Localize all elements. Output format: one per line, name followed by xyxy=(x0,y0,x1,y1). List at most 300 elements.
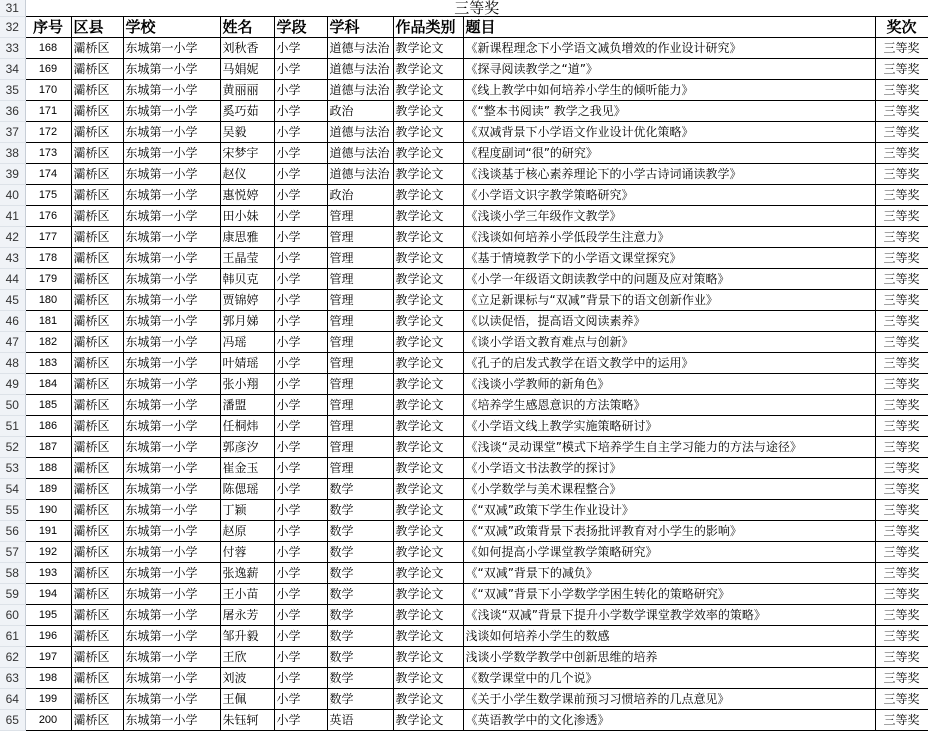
cell-stage[interactable]: 小学 xyxy=(274,647,327,668)
cell-district[interactable]: 灞桥区 xyxy=(71,143,123,164)
cell-topic[interactable]: 《如何提高小学课堂教学策略研究》 xyxy=(463,542,875,563)
cell-seq[interactable]: 199 xyxy=(25,689,71,710)
cell-stage[interactable]: 小学 xyxy=(274,584,327,605)
cell-name[interactable]: 赵仪 xyxy=(220,164,274,185)
cell-school[interactable]: 东城第一小学 xyxy=(123,164,220,185)
cell-subject[interactable]: 管理 xyxy=(327,206,393,227)
cell-category[interactable]: 教学论文 xyxy=(393,269,463,290)
cell-award[interactable]: 三等奖 xyxy=(875,122,928,143)
cell-name[interactable]: 刘波 xyxy=(220,668,274,689)
cell-district[interactable]: 灞桥区 xyxy=(71,395,123,416)
cell-subject[interactable]: 管理 xyxy=(327,332,393,353)
cell-school[interactable]: 东城第一小学 xyxy=(123,542,220,563)
row-header[interactable]: 47 xyxy=(0,332,25,353)
cell-award[interactable]: 三等奖 xyxy=(875,395,928,416)
cell-category[interactable]: 教学论文 xyxy=(393,521,463,542)
cell-stage[interactable]: 小学 xyxy=(274,605,327,626)
cell-school[interactable]: 东城第一小学 xyxy=(123,269,220,290)
cell-subject[interactable]: 管理 xyxy=(327,248,393,269)
cell-seq[interactable]: 174 xyxy=(25,164,71,185)
cell-district[interactable]: 灞桥区 xyxy=(71,80,123,101)
cell-school[interactable]: 东城第一小学 xyxy=(123,584,220,605)
cell-award[interactable]: 三等奖 xyxy=(875,101,928,122)
cell-district[interactable]: 灞桥区 xyxy=(71,353,123,374)
cell-district[interactable]: 灞桥区 xyxy=(71,605,123,626)
row-header[interactable]: 37 xyxy=(0,122,25,143)
row-header[interactable]: 51 xyxy=(0,416,25,437)
cell-award[interactable]: 三等奖 xyxy=(875,374,928,395)
cell-subject[interactable]: 管理 xyxy=(327,458,393,479)
cell-stage[interactable]: 小学 xyxy=(274,332,327,353)
cell-district[interactable]: 灞桥区 xyxy=(71,290,123,311)
cell-category[interactable]: 教学论文 xyxy=(393,59,463,80)
cell-district[interactable]: 灞桥区 xyxy=(71,563,123,584)
cell-award[interactable]: 三等奖 xyxy=(875,227,928,248)
cell-category[interactable]: 教学论文 xyxy=(393,206,463,227)
cell-seq[interactable]: 178 xyxy=(25,248,71,269)
cell-subject[interactable]: 道德与法治 xyxy=(327,143,393,164)
cell-topic[interactable]: 《小学语文识字教学策略研究》 xyxy=(463,185,875,206)
cell-topic[interactable]: 浅谈小学数学教学中创新思维的培养 xyxy=(463,647,875,668)
row-header[interactable]: 61 xyxy=(0,626,25,647)
cell-name[interactable]: 朱钰轲 xyxy=(220,710,274,731)
cell-award[interactable]: 三等奖 xyxy=(875,689,928,710)
header-name[interactable]: 姓名 xyxy=(220,17,274,38)
cell-district[interactable]: 灞桥区 xyxy=(71,227,123,248)
row-header[interactable]: 60 xyxy=(0,605,25,626)
cell-award[interactable]: 三等奖 xyxy=(875,668,928,689)
cell-school[interactable]: 东城第一小学 xyxy=(123,710,220,731)
cell-award[interactable]: 三等奖 xyxy=(875,500,928,521)
cell-subject[interactable]: 数学 xyxy=(327,542,393,563)
cell-name[interactable]: 赵原 xyxy=(220,521,274,542)
cell-subject[interactable]: 管理 xyxy=(327,269,393,290)
cell-district[interactable]: 灞桥区 xyxy=(71,416,123,437)
cell-stage[interactable]: 小学 xyxy=(274,290,327,311)
cell-name[interactable]: 叶婧瑶 xyxy=(220,353,274,374)
cell-category[interactable]: 教学论文 xyxy=(393,374,463,395)
row-header[interactable]: 59 xyxy=(0,584,25,605)
cell-topic[interactable]: 《双减背景下小学语文作业设计优化策略》 xyxy=(463,122,875,143)
cell-category[interactable]: 教学论文 xyxy=(393,164,463,185)
cell-topic[interactable]: 《培养学生感恩意识的方法策略》 xyxy=(463,395,875,416)
cell-school[interactable]: 东城第一小学 xyxy=(123,80,220,101)
row-header[interactable]: 62 xyxy=(0,647,25,668)
cell-category[interactable]: 教学论文 xyxy=(393,311,463,332)
cell-name[interactable]: 康思雅 xyxy=(220,227,274,248)
cell-name[interactable]: 郭彦汐 xyxy=(220,437,274,458)
cell-district[interactable]: 灞桥区 xyxy=(71,689,123,710)
cell-seq[interactable]: 171 xyxy=(25,101,71,122)
cell-category[interactable]: 教学论文 xyxy=(393,185,463,206)
cell-topic[interactable]: 《浅谈小学三年级作文教学》 xyxy=(463,206,875,227)
row-header[interactable]: 46 xyxy=(0,311,25,332)
cell-stage[interactable]: 小学 xyxy=(274,353,327,374)
cell-subject[interactable]: 管理 xyxy=(327,374,393,395)
cell-category[interactable]: 教学论文 xyxy=(393,416,463,437)
cell-name[interactable]: 崔金玉 xyxy=(220,458,274,479)
cell-name[interactable]: 惠悦婷 xyxy=(220,185,274,206)
cell-school[interactable]: 东城第一小学 xyxy=(123,374,220,395)
cell-district[interactable]: 灞桥区 xyxy=(71,479,123,500)
cell-district[interactable]: 灞桥区 xyxy=(71,122,123,143)
cell-school[interactable]: 东城第一小学 xyxy=(123,626,220,647)
cell-topic[interactable]: 《探寻阅读教学之“道”》 xyxy=(463,59,875,80)
cell-topic[interactable]: 《浅谈小学教师的新角色》 xyxy=(463,374,875,395)
cell-seq[interactable]: 190 xyxy=(25,500,71,521)
cell-district[interactable]: 灞桥区 xyxy=(71,542,123,563)
cell-name[interactable]: 宋梦宇 xyxy=(220,143,274,164)
cell-award[interactable]: 三等奖 xyxy=(875,584,928,605)
cell-topic[interactable]: 《基于情境教学下的小学语文课堂探究》 xyxy=(463,248,875,269)
cell-seq[interactable]: 173 xyxy=(25,143,71,164)
cell-topic[interactable]: 《浅谈“灵动课堂”模式下培养学生自主学习能力的方法与途径》 xyxy=(463,437,875,458)
cell-seq[interactable]: 200 xyxy=(25,710,71,731)
cell-school[interactable]: 东城第一小学 xyxy=(123,185,220,206)
cell-subject[interactable]: 数学 xyxy=(327,626,393,647)
header-category[interactable]: 作品类别 xyxy=(393,17,463,38)
cell-stage[interactable]: 小学 xyxy=(274,227,327,248)
row-header[interactable]: 48 xyxy=(0,353,25,374)
cell-district[interactable]: 灞桥区 xyxy=(71,38,123,59)
cell-school[interactable]: 东城第一小学 xyxy=(123,101,220,122)
row-header[interactable]: 36 xyxy=(0,101,25,122)
cell-district[interactable]: 灞桥区 xyxy=(71,101,123,122)
cell-award[interactable]: 三等奖 xyxy=(875,59,928,80)
cell-name[interactable]: 刘秋香 xyxy=(220,38,274,59)
cell-topic[interactable]: 《立足新课标与“双减”背景下的语文创新作业》 xyxy=(463,290,875,311)
cell-district[interactable]: 灞桥区 xyxy=(71,668,123,689)
row-header[interactable]: 57 xyxy=(0,542,25,563)
row-header[interactable]: 54 xyxy=(0,479,25,500)
cell-category[interactable]: 教学论文 xyxy=(393,647,463,668)
cell-district[interactable]: 灞桥区 xyxy=(71,332,123,353)
cell-school[interactable]: 东城第一小学 xyxy=(123,353,220,374)
cell-topic[interactable]: 《线上教学中如何培养小学生的倾听能力》 xyxy=(463,80,875,101)
cell-subject[interactable]: 管理 xyxy=(327,227,393,248)
cell-category[interactable]: 教学论文 xyxy=(393,143,463,164)
header-seq[interactable]: 序号 xyxy=(25,17,71,38)
cell-topic[interactable]: 《孔子的启发式教学在语文教学中的运用》 xyxy=(463,353,875,374)
cell-subject[interactable]: 数学 xyxy=(327,500,393,521)
cell-district[interactable]: 灞桥区 xyxy=(71,206,123,227)
cell-category[interactable]: 教学论文 xyxy=(393,395,463,416)
cell-category[interactable]: 教学论文 xyxy=(393,479,463,500)
row-header[interactable]: 40 xyxy=(0,185,25,206)
cell-subject[interactable]: 管理 xyxy=(327,290,393,311)
cell-award[interactable]: 三等奖 xyxy=(875,143,928,164)
cell-school[interactable]: 东城第一小学 xyxy=(123,437,220,458)
cell-stage[interactable]: 小学 xyxy=(274,479,327,500)
cell-topic[interactable]: 《浅谈基于核心素养理论下的小学古诗词诵读教学》 xyxy=(463,164,875,185)
cell-seq[interactable]: 180 xyxy=(25,290,71,311)
cell-stage[interactable]: 小学 xyxy=(274,689,327,710)
cell-topic[interactable]: 《小学一年级语文朗读教学中的问题及应对策略》 xyxy=(463,269,875,290)
cell-school[interactable]: 东城第一小学 xyxy=(123,122,220,143)
cell-seq[interactable]: 169 xyxy=(25,59,71,80)
cell-seq[interactable]: 186 xyxy=(25,416,71,437)
cell-stage[interactable]: 小学 xyxy=(274,143,327,164)
cell-category[interactable]: 教学论文 xyxy=(393,563,463,584)
cell-topic[interactable]: 浅谈如何培养小学生的数感 xyxy=(463,626,875,647)
cell-stage[interactable]: 小学 xyxy=(274,458,327,479)
cell-subject[interactable]: 道德与法治 xyxy=(327,59,393,80)
cell-award[interactable]: 三等奖 xyxy=(875,80,928,101)
cell-school[interactable]: 东城第一小学 xyxy=(123,479,220,500)
cell-school[interactable]: 东城第一小学 xyxy=(123,227,220,248)
cell-category[interactable]: 教学论文 xyxy=(393,353,463,374)
cell-category[interactable]: 教学论文 xyxy=(393,500,463,521)
cell-name[interactable]: 冯瑶 xyxy=(220,332,274,353)
cell-award[interactable]: 三等奖 xyxy=(875,185,928,206)
cell-school[interactable]: 东城第一小学 xyxy=(123,206,220,227)
cell-topic[interactable]: 《“双减”政策下学生作业设计》 xyxy=(463,500,875,521)
cell-stage[interactable]: 小学 xyxy=(274,38,327,59)
cell-seq[interactable]: 181 xyxy=(25,311,71,332)
cell-subject[interactable]: 管理 xyxy=(327,311,393,332)
cell-school[interactable]: 东城第一小学 xyxy=(123,143,220,164)
cell-award[interactable]: 三等奖 xyxy=(875,332,928,353)
cell-topic[interactable]: 《“双减”背景下小学数学学困生转化的策略研究》 xyxy=(463,584,875,605)
cell-category[interactable]: 教学论文 xyxy=(393,710,463,731)
cell-stage[interactable]: 小学 xyxy=(274,185,327,206)
cell-school[interactable]: 东城第一小学 xyxy=(123,521,220,542)
cell-subject[interactable]: 道德与法治 xyxy=(327,38,393,59)
cell-name[interactable]: 王佩 xyxy=(220,689,274,710)
cell-stage[interactable]: 小学 xyxy=(274,164,327,185)
cell-seq[interactable]: 177 xyxy=(25,227,71,248)
cell-school[interactable]: 东城第一小学 xyxy=(123,668,220,689)
row-header[interactable]: 65 xyxy=(0,710,25,731)
cell-school[interactable]: 东城第一小学 xyxy=(123,311,220,332)
cell-category[interactable]: 教学论文 xyxy=(393,668,463,689)
cell-name[interactable]: 王小苗 xyxy=(220,584,274,605)
cell-topic[interactable]: 《关于小学生数学课前预习习惯培养的几点意见》 xyxy=(463,689,875,710)
cell-seq[interactable]: 185 xyxy=(25,395,71,416)
cell-stage[interactable]: 小学 xyxy=(274,668,327,689)
row-header[interactable]: 34 xyxy=(0,59,25,80)
header-district[interactable]: 区县 xyxy=(71,17,123,38)
row-header[interactable]: 50 xyxy=(0,395,25,416)
cell-seq[interactable]: 182 xyxy=(25,332,71,353)
cell-school[interactable]: 东城第一小学 xyxy=(123,605,220,626)
cell-stage[interactable]: 小学 xyxy=(274,542,327,563)
cell-school[interactable]: 东城第一小学 xyxy=(123,248,220,269)
cell-topic[interactable]: 《小学语文书法教学的探讨》 xyxy=(463,458,875,479)
cell-district[interactable]: 灞桥区 xyxy=(71,164,123,185)
cell-category[interactable]: 教学论文 xyxy=(393,689,463,710)
cell-stage[interactable]: 小学 xyxy=(274,80,327,101)
cell-award[interactable]: 三等奖 xyxy=(875,311,928,332)
cell-subject[interactable]: 政治 xyxy=(327,185,393,206)
cell-subject[interactable]: 数学 xyxy=(327,521,393,542)
cell-subject[interactable]: 道德与法治 xyxy=(327,164,393,185)
cell-name[interactable]: 韩贝克 xyxy=(220,269,274,290)
cell-name[interactable]: 潘盟 xyxy=(220,395,274,416)
cell-stage[interactable]: 小学 xyxy=(274,563,327,584)
cell-district[interactable]: 灞桥区 xyxy=(71,374,123,395)
row-header[interactable]: 56 xyxy=(0,521,25,542)
cell-stage[interactable]: 小学 xyxy=(274,311,327,332)
header-school[interactable]: 学校 xyxy=(123,17,220,38)
cell-subject[interactable]: 管理 xyxy=(327,395,393,416)
cell-stage[interactable]: 小学 xyxy=(274,101,327,122)
cell-name[interactable]: 郭月娣 xyxy=(220,311,274,332)
sheet-title-cell[interactable]: 三等奖 xyxy=(25,0,928,17)
cell-award[interactable]: 三等奖 xyxy=(875,563,928,584)
cell-award[interactable]: 三等奖 xyxy=(875,38,928,59)
cell-award[interactable]: 三等奖 xyxy=(875,164,928,185)
cell-name[interactable]: 贾锦婷 xyxy=(220,290,274,311)
cell-district[interactable]: 灞桥区 xyxy=(71,584,123,605)
cell-stage[interactable]: 小学 xyxy=(274,437,327,458)
cell-district[interactable]: 灞桥区 xyxy=(71,710,123,731)
cell-category[interactable]: 教学论文 xyxy=(393,626,463,647)
cell-stage[interactable]: 小学 xyxy=(274,395,327,416)
cell-seq[interactable]: 196 xyxy=(25,626,71,647)
cell-award[interactable]: 三等奖 xyxy=(875,353,928,374)
row-header[interactable]: 39 xyxy=(0,164,25,185)
cell-category[interactable]: 教学论文 xyxy=(393,332,463,353)
cell-stage[interactable]: 小学 xyxy=(274,59,327,80)
cell-stage[interactable]: 小学 xyxy=(274,206,327,227)
cell-award[interactable]: 三等奖 xyxy=(875,710,928,731)
cell-category[interactable]: 教学论文 xyxy=(393,542,463,563)
cell-name[interactable]: 黄丽丽 xyxy=(220,80,274,101)
cell-subject[interactable]: 数学 xyxy=(327,668,393,689)
cell-award[interactable]: 三等奖 xyxy=(875,626,928,647)
cell-district[interactable]: 灞桥区 xyxy=(71,437,123,458)
cell-seq[interactable]: 172 xyxy=(25,122,71,143)
cell-topic[interactable]: 《谈小学语文教育难点与创新》 xyxy=(463,332,875,353)
row-header[interactable]: 55 xyxy=(0,500,25,521)
cell-school[interactable]: 东城第一小学 xyxy=(123,416,220,437)
cell-name[interactable]: 张逸薪 xyxy=(220,563,274,584)
cell-topic[interactable]: 《英语教学中的文化渗透》 xyxy=(463,710,875,731)
cell-district[interactable]: 灞桥区 xyxy=(71,626,123,647)
cell-subject[interactable]: 道德与法治 xyxy=(327,122,393,143)
cell-award[interactable]: 三等奖 xyxy=(875,206,928,227)
cell-award[interactable]: 三等奖 xyxy=(875,437,928,458)
cell-seq[interactable]: 179 xyxy=(25,269,71,290)
cell-topic[interactable]: 《“整本书阅读” 教学之我见》 xyxy=(463,101,875,122)
cell-name[interactable]: 任桐炜 xyxy=(220,416,274,437)
cell-stage[interactable]: 小学 xyxy=(274,248,327,269)
cell-award[interactable]: 三等奖 xyxy=(875,479,928,500)
cell-category[interactable]: 教学论文 xyxy=(393,122,463,143)
cell-subject[interactable]: 数学 xyxy=(327,605,393,626)
header-topic[interactable]: 题目 xyxy=(463,17,875,38)
cell-district[interactable]: 灞桥区 xyxy=(71,185,123,206)
cell-seq[interactable]: 193 xyxy=(25,563,71,584)
cell-stage[interactable]: 小学 xyxy=(274,374,327,395)
cell-subject[interactable]: 数学 xyxy=(327,689,393,710)
cell-award[interactable]: 三等奖 xyxy=(875,521,928,542)
row-header[interactable]: 64 xyxy=(0,689,25,710)
cell-topic[interactable]: 《新课程理念下小学语文减负增效的作业设计研究》 xyxy=(463,38,875,59)
cell-topic[interactable]: 《浅谈“双减”背景下提升小学数学课堂教学效率的策略》 xyxy=(463,605,875,626)
cell-seq[interactable]: 188 xyxy=(25,458,71,479)
row-header[interactable]: 52 xyxy=(0,437,25,458)
cell-subject[interactable]: 数学 xyxy=(327,479,393,500)
cell-category[interactable]: 教学论文 xyxy=(393,227,463,248)
header-stage[interactable]: 学段 xyxy=(274,17,327,38)
cell-school[interactable]: 东城第一小学 xyxy=(123,332,220,353)
row-header[interactable]: 63 xyxy=(0,668,25,689)
cell-name[interactable]: 丁颖 xyxy=(220,500,274,521)
cell-seq[interactable]: 195 xyxy=(25,605,71,626)
cell-topic[interactable]: 《数学课堂中的几个说》 xyxy=(463,668,875,689)
cell-name[interactable]: 陈偲瑶 xyxy=(220,479,274,500)
cell-school[interactable]: 东城第一小学 xyxy=(123,647,220,668)
cell-name[interactable]: 吴毅 xyxy=(220,122,274,143)
cell-subject[interactable]: 管理 xyxy=(327,416,393,437)
cell-seq[interactable]: 170 xyxy=(25,80,71,101)
row-header[interactable]: 31 xyxy=(0,0,25,17)
cell-name[interactable]: 屠永芳 xyxy=(220,605,274,626)
cell-award[interactable]: 三等奖 xyxy=(875,248,928,269)
cell-subject[interactable]: 政治 xyxy=(327,101,393,122)
cell-stage[interactable]: 小学 xyxy=(274,500,327,521)
cell-district[interactable]: 灞桥区 xyxy=(71,269,123,290)
cell-award[interactable]: 三等奖 xyxy=(875,458,928,479)
row-header[interactable]: 53 xyxy=(0,458,25,479)
cell-category[interactable]: 教学论文 xyxy=(393,584,463,605)
header-award[interactable]: 奖次 xyxy=(875,17,928,38)
cell-topic[interactable]: 《程度副词“很”的研究》 xyxy=(463,143,875,164)
cell-stage[interactable]: 小学 xyxy=(274,269,327,290)
cell-district[interactable]: 灞桥区 xyxy=(71,521,123,542)
cell-stage[interactable]: 小学 xyxy=(274,122,327,143)
cell-award[interactable]: 三等奖 xyxy=(875,416,928,437)
cell-seq[interactable]: 176 xyxy=(25,206,71,227)
cell-topic[interactable]: 《小学语文线上教学实施策略研讨》 xyxy=(463,416,875,437)
cell-topic[interactable]: 《以读促悟，提高语文阅读素养》 xyxy=(463,311,875,332)
cell-seq[interactable]: 184 xyxy=(25,374,71,395)
cell-category[interactable]: 教学论文 xyxy=(393,437,463,458)
row-header[interactable]: 44 xyxy=(0,269,25,290)
cell-seq[interactable]: 175 xyxy=(25,185,71,206)
cell-name[interactable]: 邹升毅 xyxy=(220,626,274,647)
row-header[interactable]: 49 xyxy=(0,374,25,395)
cell-subject[interactable]: 数学 xyxy=(327,584,393,605)
cell-district[interactable]: 灞桥区 xyxy=(71,458,123,479)
cell-category[interactable]: 教学论文 xyxy=(393,80,463,101)
cell-school[interactable]: 东城第一小学 xyxy=(123,500,220,521)
cell-name[interactable]: 奚巧茹 xyxy=(220,101,274,122)
cell-stage[interactable]: 小学 xyxy=(274,710,327,731)
cell-award[interactable]: 三等奖 xyxy=(875,647,928,668)
cell-school[interactable]: 东城第一小学 xyxy=(123,59,220,80)
header-subject[interactable]: 学科 xyxy=(327,17,393,38)
cell-seq[interactable]: 187 xyxy=(25,437,71,458)
cell-subject[interactable]: 英语 xyxy=(327,710,393,731)
row-header[interactable]: 38 xyxy=(0,143,25,164)
cell-school[interactable]: 东城第一小学 xyxy=(123,290,220,311)
cell-name[interactable]: 王晶莹 xyxy=(220,248,274,269)
cell-category[interactable]: 教学论文 xyxy=(393,38,463,59)
cell-category[interactable]: 教学论文 xyxy=(393,290,463,311)
cell-subject[interactable]: 管理 xyxy=(327,353,393,374)
cell-district[interactable]: 灞桥区 xyxy=(71,647,123,668)
cell-school[interactable]: 东城第一小学 xyxy=(123,458,220,479)
cell-name[interactable]: 付蓉 xyxy=(220,542,274,563)
cell-district[interactable]: 灞桥区 xyxy=(71,248,123,269)
cell-subject[interactable]: 数学 xyxy=(327,647,393,668)
row-header[interactable]: 35 xyxy=(0,80,25,101)
row-header[interactable]: 43 xyxy=(0,248,25,269)
cell-topic[interactable]: 《浅谈如何培养小学低段学生注意力》 xyxy=(463,227,875,248)
